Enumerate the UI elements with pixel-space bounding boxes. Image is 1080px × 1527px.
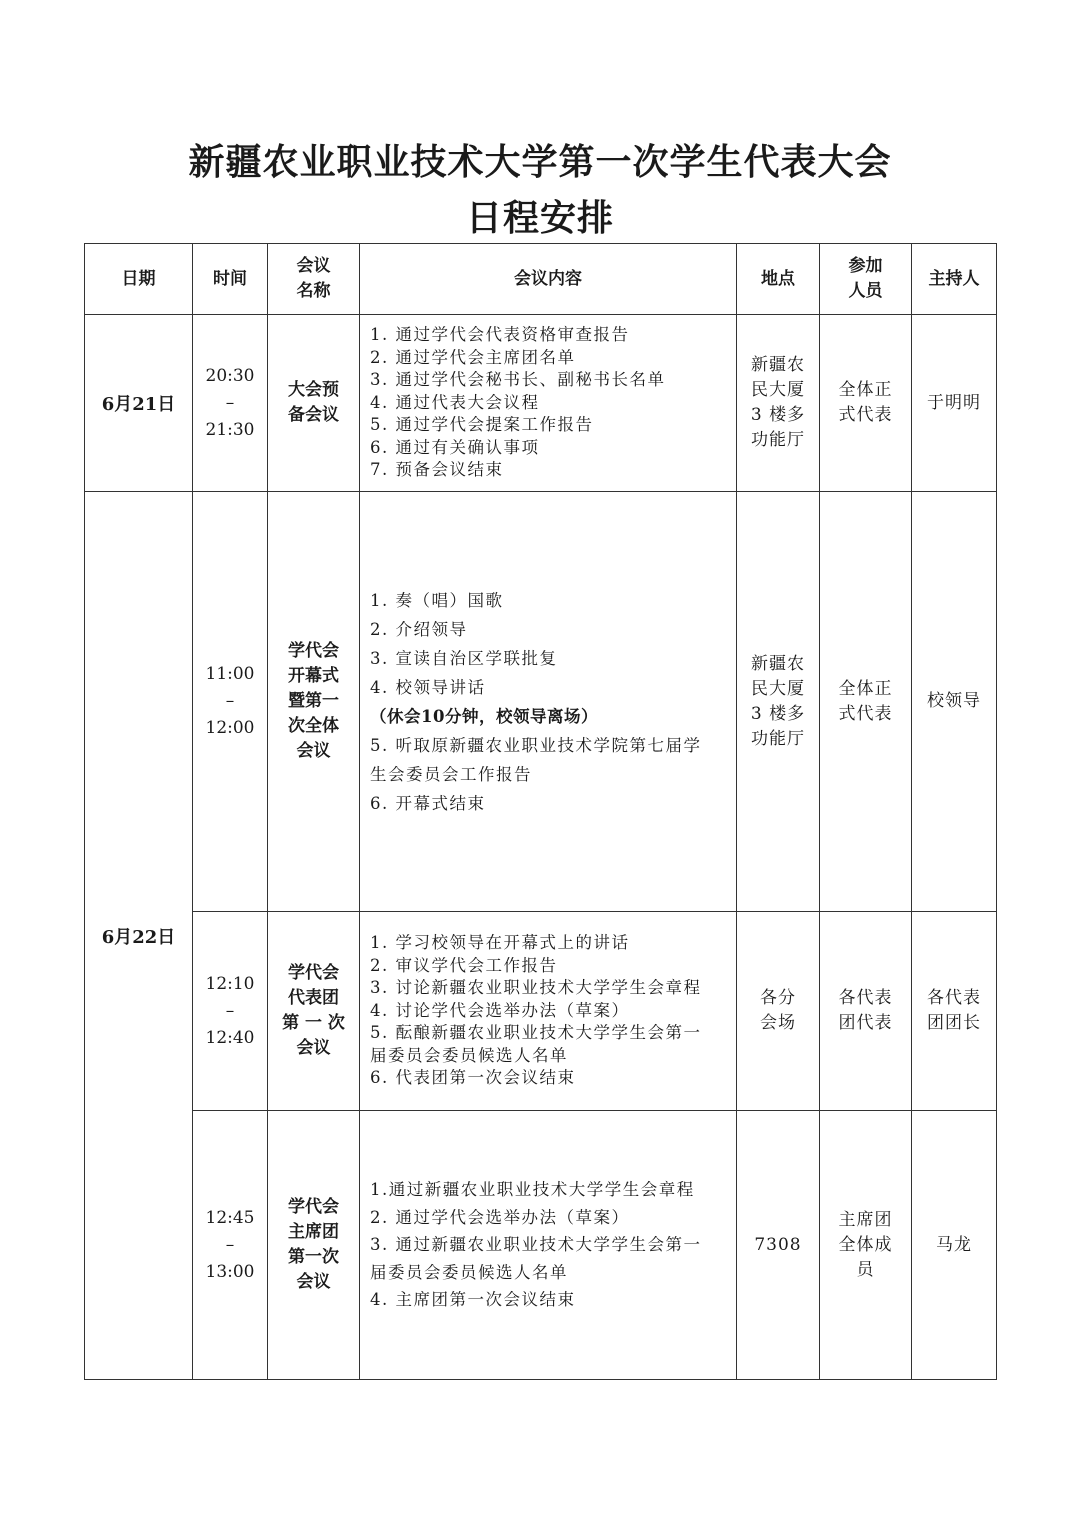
content-item: 2. 通过学代会主席团名单 <box>370 347 576 367</box>
attendees-cell <box>820 912 912 1111</box>
header-time: 时间 <box>193 244 268 315</box>
meeting-name-line: 会议 <box>296 741 331 761</box>
table-row <box>85 315 997 492</box>
content-item: 4. 讨论学代会选举办法（草案） <box>370 1000 630 1020</box>
meeting-name-line: 会议 <box>296 1272 331 1292</box>
attendees-line: 团代表 <box>838 1013 893 1033</box>
meeting-name-line: 学代会 <box>288 963 339 983</box>
time-separator: – <box>225 1234 235 1255</box>
time-end: 12:00 <box>205 718 255 738</box>
attendees-line: 员 <box>856 1259 875 1280</box>
content-item: 4. 主席团第一次会议结束 <box>370 1290 576 1310</box>
meeting-name-cell <box>268 492 360 912</box>
meeting-name-line: 主席团 <box>288 1222 339 1242</box>
location-line: 功能厅 <box>751 430 805 450</box>
content-item: 6. 通过有关确认事项 <box>370 437 540 457</box>
header-row <box>85 244 997 315</box>
content-item: 3. 宣读自治区学联批复 <box>370 648 558 668</box>
attendees-line: 式代表 <box>838 703 893 724</box>
content-item: 1. 奏（唱）国歌 <box>370 590 504 610</box>
meeting-content-cell <box>360 912 737 1111</box>
time-start: 12:10 <box>205 973 255 994</box>
meeting-name-line: 学代会 <box>288 641 339 661</box>
time-start: 11:00 <box>205 664 255 684</box>
header-name-line: 名称 <box>296 281 331 301</box>
table-row <box>85 1111 997 1380</box>
header-content: 会议内容 <box>360 244 737 315</box>
document-title: 新疆农业职业技术大学第一次学生代表大会 <box>188 141 892 183</box>
attendees-cell <box>820 315 912 492</box>
attendees-line: 式代表 <box>838 405 893 425</box>
content-item: 7. 预备会议结束 <box>370 460 504 480</box>
document-subtitle: 日程安排 <box>465 197 614 239</box>
content-item: 5. 酝酿新疆农业职业技术大学学生会第一 <box>370 1023 702 1043</box>
meeting-name-cell <box>268 315 360 492</box>
meeting-name-line: 代表团 <box>288 988 339 1008</box>
content-item: 3. 通过学代会秘书长、副秘书长名单 <box>370 370 666 390</box>
location-line: 7308 <box>754 1234 802 1255</box>
content-item: 届委员会委员候选人名单 <box>370 1262 568 1282</box>
header-host: 主持人 <box>912 244 997 315</box>
location-cell <box>737 492 820 912</box>
meeting-name-cell <box>268 1111 360 1380</box>
location-line: 会场 <box>760 1013 796 1033</box>
meeting-content-cell <box>360 1111 737 1380</box>
content-item: 1. 通过学代会代表资格审查报告 <box>370 325 630 345</box>
header-attendees-line: 参加 <box>848 256 883 276</box>
content-item-note: （休会10分钟，校领导离场） <box>370 706 598 726</box>
header-date: 日期 <box>85 244 193 315</box>
host-line: 各代表 <box>927 988 981 1008</box>
content-item: 5. 听取原新疆农业职业技术学院第七届学 <box>370 735 702 755</box>
host-line: 团团长 <box>927 1013 981 1033</box>
content-item: 届委员会委员候选人名单 <box>370 1045 568 1065</box>
table-row <box>85 912 997 1111</box>
meeting-name-line: 第一次 <box>288 1247 339 1267</box>
content-item: 3. 通过新疆农业职业技术大学学生会第一 <box>370 1235 702 1255</box>
date-cell: 6月22日 <box>85 492 193 1380</box>
attendees-line: 全体成 <box>838 1234 893 1255</box>
location-line: 各分 <box>760 988 796 1008</box>
meeting-content-cell <box>360 492 737 912</box>
attendees-line: 全体正 <box>838 678 893 699</box>
meeting-name-line: 次全体 <box>288 716 339 736</box>
host-cell <box>912 1111 997 1380</box>
header-attendees-line: 人员 <box>848 281 883 301</box>
time-end: 21:30 <box>205 419 255 440</box>
host-line: 马龙 <box>936 1234 972 1255</box>
time-cell <box>193 912 268 1111</box>
location-line: 新疆农 <box>751 653 805 674</box>
content-item: 2. 审议学代会工作报告 <box>370 955 558 975</box>
meeting-name-line: 暨第一 <box>288 691 339 711</box>
meeting-name-line: 备会议 <box>288 405 339 425</box>
time-end: 13:00 <box>205 1261 255 1282</box>
time-separator: – <box>225 691 235 711</box>
attendees-line: 各代表 <box>838 988 893 1008</box>
time-separator: – <box>225 1000 235 1021</box>
meeting-name-line: 开幕式 <box>288 666 339 686</box>
content-item: 2. 通过学代会选举办法（草案） <box>370 1207 630 1227</box>
content-item: 1.通过新疆农业职业技术大学学生会章程 <box>370 1180 695 1200</box>
time-start: 12:45 <box>205 1207 255 1228</box>
location-line: 3 楼多 <box>750 703 806 724</box>
content-item: 2. 介绍领导 <box>370 619 468 639</box>
attendees-line: 主席团 <box>838 1209 893 1230</box>
location-cell <box>737 315 820 492</box>
location-line: 民大厦 <box>751 380 805 400</box>
header-name <box>268 244 360 315</box>
host-cell <box>912 315 997 492</box>
meeting-content-cell <box>360 315 737 492</box>
time-cell <box>193 315 268 492</box>
location-line: 民大厦 <box>751 678 805 699</box>
meeting-name-line: 学代会 <box>288 1197 339 1217</box>
attendees-line: 全体正 <box>838 380 893 400</box>
time-separator: – <box>225 392 235 413</box>
location-cell <box>737 912 820 1111</box>
header-name-line: 会议 <box>296 256 331 276</box>
time-cell <box>193 1111 268 1380</box>
content-item: 5. 通过学代会提案工作报告 <box>370 415 594 435</box>
content-item: 6. 代表团第一次会议结束 <box>370 1068 576 1088</box>
location-line: 3 楼多 <box>750 405 806 425</box>
date-cell: 6月21日 <box>85 315 193 492</box>
meeting-name-line: 第 一 次 <box>282 1013 345 1033</box>
attendees-cell <box>820 1111 912 1380</box>
location-line: 新疆农 <box>751 355 805 375</box>
header-location: 地点 <box>737 244 820 315</box>
time-start: 20:30 <box>205 365 255 386</box>
meeting-name-line: 会议 <box>296 1038 331 1058</box>
content-item: 生会委员会工作报告 <box>370 764 532 784</box>
time-end: 12:40 <box>205 1027 255 1048</box>
content-item: 4. 通过代表大会议程 <box>370 392 540 412</box>
table-row <box>85 492 997 912</box>
meeting-name-cell <box>268 912 360 1111</box>
location-line: 功能厅 <box>751 728 805 749</box>
content-item: 3. 讨论新疆农业职业技术大学学生会章程 <box>370 978 702 998</box>
location-cell <box>737 1111 820 1380</box>
attendees-cell <box>820 492 912 912</box>
host-cell <box>912 912 997 1111</box>
schedule-table <box>84 243 997 1380</box>
host-line: 于明明 <box>927 392 981 413</box>
header-attendees <box>820 244 912 315</box>
meeting-name-line: 大会预 <box>288 380 339 400</box>
content-item: 6. 开幕式结束 <box>370 793 486 813</box>
host-cell <box>912 492 997 912</box>
host-line: 校领导 <box>927 691 981 711</box>
time-cell <box>193 492 268 912</box>
content-item: 4. 校领导讲话 <box>370 677 486 697</box>
content-item: 1. 学习校领导在开幕式上的讲话 <box>370 933 630 953</box>
